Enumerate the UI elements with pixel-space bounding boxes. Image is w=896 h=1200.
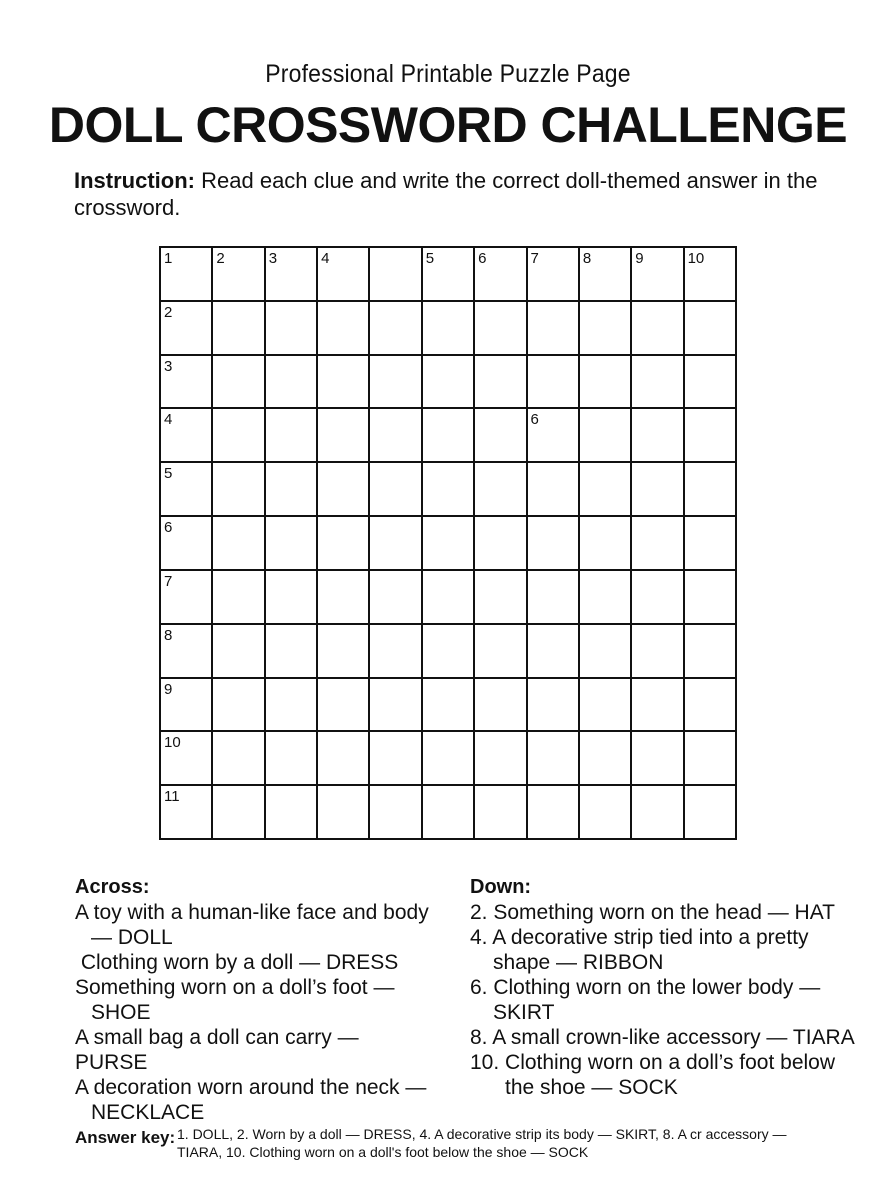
grid-row xyxy=(160,462,736,516)
grid-cell[interactable] xyxy=(422,678,474,732)
grid-cell[interactable] xyxy=(212,355,264,409)
grid-cell[interactable] xyxy=(422,516,474,570)
grid-cell[interactable] xyxy=(317,624,369,678)
clue-text: A toy with a human-like face and body xyxy=(75,901,429,924)
grid-cell[interactable] xyxy=(369,570,421,624)
grid-cell[interactable] xyxy=(474,247,526,301)
grid-cell[interactable] xyxy=(317,516,369,570)
grid-cell[interactable] xyxy=(579,785,631,839)
grid-cell[interactable] xyxy=(684,247,736,301)
grid-cell[interactable] xyxy=(631,462,683,516)
grid-cell[interactable] xyxy=(422,301,474,355)
grid-row xyxy=(160,301,736,355)
clue-answer: — DOLL xyxy=(91,926,173,949)
grid-cell[interactable] xyxy=(631,731,683,785)
grid-cell[interactable] xyxy=(684,355,736,409)
grid-cell[interactable] xyxy=(317,570,369,624)
grid-cell[interactable] xyxy=(422,462,474,516)
grid-cell[interactable] xyxy=(160,247,212,301)
grid-cell[interactable] xyxy=(369,247,421,301)
grid-cell[interactable] xyxy=(369,462,421,516)
grid-cell[interactable] xyxy=(684,785,736,839)
across-clue xyxy=(75,950,435,975)
grid-cell[interactable] xyxy=(265,516,317,570)
grid-cell[interactable] xyxy=(631,516,683,570)
grid-cell[interactable] xyxy=(527,624,579,678)
answer-key-text: 1. DOLL, 2. Worn by a doll — DRESS, 4. A decorative strip its body — SKIRT, 8. A cr accessory — TIARA, 10. Clothing worn on a doll's foot below the shoe — SOCK xyxy=(177,1126,787,1160)
grid-cell[interactable] xyxy=(422,408,474,462)
cell-number: 9 xyxy=(635,250,644,267)
clue-text: Clothing worn by a doll — DRESS xyxy=(75,951,399,974)
grid-cell[interactable] xyxy=(684,516,736,570)
grid-row xyxy=(160,678,736,732)
cell-number: 5 xyxy=(164,465,173,483)
across-clue xyxy=(75,1075,435,1125)
across-heading: Across: xyxy=(75,876,150,898)
grid-row xyxy=(160,731,736,785)
cell-number: 2 xyxy=(164,303,173,321)
grid-cell[interactable] xyxy=(579,301,631,355)
clue-text: 6. Clothing worn on the lower body — xyxy=(470,976,821,999)
down-clue xyxy=(470,975,860,1025)
grid-cell[interactable] xyxy=(474,731,526,785)
grid-cell[interactable] xyxy=(422,624,474,678)
grid-cell[interactable] xyxy=(579,731,631,785)
clue-text: 10. Clothing worn on a doll’s foot below xyxy=(470,1051,836,1074)
grid-cell[interactable] xyxy=(527,408,579,462)
grid-cell[interactable] xyxy=(631,570,683,624)
grid-cell[interactable] xyxy=(422,731,474,785)
grid-cell[interactable] xyxy=(474,624,526,678)
grid-cell[interactable] xyxy=(527,301,579,355)
clue-text: A small bag a doll can carry — PURSE xyxy=(75,1026,359,1074)
grid-cell[interactable] xyxy=(212,462,264,516)
grid-cell[interactable] xyxy=(317,301,369,355)
grid-cell[interactable] xyxy=(684,678,736,732)
grid-cell[interactable] xyxy=(160,678,212,732)
cell-number: 8 xyxy=(582,250,592,267)
grid-cell[interactable] xyxy=(369,678,421,732)
grid-cell[interactable] xyxy=(474,462,526,516)
cell-number: 3 xyxy=(164,357,173,375)
down-clues xyxy=(470,875,860,1100)
grid-cell[interactable] xyxy=(474,678,526,732)
grid-cell[interactable] xyxy=(684,731,736,785)
across-clue xyxy=(75,975,435,1025)
grid-cell[interactable] xyxy=(369,355,421,409)
grid-cell[interactable] xyxy=(474,785,526,839)
grid-cell[interactable] xyxy=(474,355,526,409)
cell-number: 4 xyxy=(164,411,173,429)
down-heading: Down: xyxy=(470,876,532,898)
grid-cell[interactable] xyxy=(160,301,212,355)
grid-cell[interactable] xyxy=(422,355,474,409)
page-subtitle: Professional Printable Puzzle Page xyxy=(265,60,631,88)
grid-cell[interactable] xyxy=(212,678,264,732)
grid-cell[interactable] xyxy=(265,462,317,516)
grid-cell[interactable] xyxy=(422,785,474,839)
grid-cell[interactable] xyxy=(527,678,579,732)
grid-cell[interactable] xyxy=(317,247,369,301)
grid-cell[interactable] xyxy=(684,570,736,624)
answer-key-label: Answer key: xyxy=(75,1128,176,1147)
down-clue xyxy=(470,925,860,975)
grid-cell[interactable] xyxy=(212,247,264,301)
grid-row xyxy=(160,247,736,301)
grid-cell[interactable] xyxy=(579,624,631,678)
grid-row xyxy=(160,408,736,462)
grid-cell[interactable] xyxy=(369,731,421,785)
grid-cell[interactable] xyxy=(474,301,526,355)
grid-cell[interactable] xyxy=(369,624,421,678)
grid-row xyxy=(160,355,736,409)
grid-cell[interactable] xyxy=(579,247,631,301)
clue-answer: SHOE xyxy=(91,1001,151,1024)
grid-cell[interactable] xyxy=(684,301,736,355)
instruction-label: Instruction: xyxy=(74,168,195,193)
across-clue xyxy=(75,1025,435,1075)
grid-cell[interactable] xyxy=(579,570,631,624)
grid-cell[interactable] xyxy=(422,570,474,624)
grid-cell[interactable] xyxy=(579,355,631,409)
grid-cell[interactable] xyxy=(631,247,683,301)
grid-cell[interactable] xyxy=(265,678,317,732)
grid-cell[interactable] xyxy=(160,570,212,624)
grid-cell[interactable] xyxy=(212,624,264,678)
cell-number: 1 xyxy=(164,250,173,267)
grid-cell[interactable] xyxy=(160,408,212,462)
grid-cell[interactable] xyxy=(317,785,369,839)
grid-row xyxy=(160,570,736,624)
grid-cell[interactable] xyxy=(631,408,683,462)
grid-cell[interactable] xyxy=(631,785,683,839)
cell-number: 3 xyxy=(268,250,278,267)
clue-text: Something worn on a doll’s foot — xyxy=(75,976,395,999)
grid-cell[interactable] xyxy=(369,785,421,839)
down-clue xyxy=(470,1050,860,1100)
grid-cell[interactable] xyxy=(579,462,631,516)
across-clue xyxy=(75,900,435,950)
cell-number: 4 xyxy=(321,250,330,267)
grid-cell[interactable] xyxy=(579,408,631,462)
grid-cell[interactable] xyxy=(684,462,736,516)
grid-cell[interactable] xyxy=(317,731,369,785)
grid-cell[interactable] xyxy=(527,516,579,570)
clue-text: 4. A decorative strip tied into a pretty xyxy=(470,926,809,949)
grid-cell[interactable] xyxy=(265,355,317,409)
grid-cell[interactable] xyxy=(212,516,264,570)
cell-number: 11 xyxy=(164,788,180,806)
grid-cell[interactable] xyxy=(160,624,212,678)
grid-cell[interactable] xyxy=(265,731,317,785)
grid-cell[interactable] xyxy=(317,408,369,462)
grid-cell[interactable] xyxy=(265,570,317,624)
grid-cell[interactable] xyxy=(631,355,683,409)
cell-number: 9 xyxy=(164,680,173,698)
grid-cell[interactable] xyxy=(579,516,631,570)
cell-number: 7 xyxy=(164,572,173,590)
grid-cell[interactable] xyxy=(631,624,683,678)
grid-row xyxy=(160,624,736,678)
grid-cell[interactable] xyxy=(265,624,317,678)
clue-text: 8. A small crown-like accessory — TIARA xyxy=(470,1026,855,1049)
grid-cell[interactable] xyxy=(160,731,212,785)
instruction-text: Read each clue and write the correct doll-themed answer in the crossword. xyxy=(74,168,818,220)
grid-cell[interactable] xyxy=(369,516,421,570)
grid-cell[interactable] xyxy=(684,624,736,678)
grid-cell[interactable] xyxy=(317,462,369,516)
grid-cell[interactable] xyxy=(631,678,683,732)
grid-cell[interactable] xyxy=(265,785,317,839)
cell-number: 8 xyxy=(164,626,173,644)
cell-number: 5 xyxy=(425,250,435,267)
grid-cell[interactable] xyxy=(579,678,631,732)
grid-cell[interactable] xyxy=(369,408,421,462)
clue-text: A decoration worn around the neck — xyxy=(75,1076,427,1099)
grid-row xyxy=(160,785,736,839)
grid-cell[interactable] xyxy=(474,516,526,570)
grid-cell[interactable] xyxy=(317,355,369,409)
grid-cell[interactable] xyxy=(212,301,264,355)
crossword-grid xyxy=(159,246,737,840)
grid-cell[interactable] xyxy=(527,355,579,409)
grid-cell[interactable] xyxy=(160,355,212,409)
clue-answer: shape — RIBBON xyxy=(493,951,664,974)
grid-cell[interactable] xyxy=(160,516,212,570)
grid-cell[interactable] xyxy=(265,301,317,355)
clue-answer: SKIRT xyxy=(493,1001,555,1024)
grid-cell[interactable] xyxy=(317,678,369,732)
instruction xyxy=(74,167,834,221)
grid-cell[interactable] xyxy=(160,785,212,839)
cell-number: 7 xyxy=(530,250,539,267)
clue-text: 2. Something worn on the head — HAT xyxy=(470,901,835,924)
grid-cell[interactable] xyxy=(212,731,264,785)
grid-row xyxy=(160,516,736,570)
grid-cell[interactable] xyxy=(527,731,579,785)
clue-answer: the shoe — SOCK xyxy=(505,1076,678,1099)
grid-cell[interactable] xyxy=(212,570,264,624)
grid-cell[interactable] xyxy=(265,408,317,462)
grid-cell[interactable] xyxy=(527,785,579,839)
grid-cell[interactable] xyxy=(631,301,683,355)
cell-number: 6 xyxy=(164,519,173,537)
down-clue xyxy=(470,1025,860,1050)
cell-number: 10 xyxy=(687,250,705,267)
grid-cell[interactable] xyxy=(422,247,474,301)
grid-cell[interactable] xyxy=(160,462,212,516)
grid-cell[interactable] xyxy=(527,462,579,516)
grid-cell[interactable] xyxy=(265,247,317,301)
grid-cell[interactable] xyxy=(212,408,264,462)
cell-number: 10 xyxy=(164,734,181,752)
grid-cell[interactable] xyxy=(474,570,526,624)
down-clue xyxy=(470,900,860,925)
grid-cell[interactable] xyxy=(369,301,421,355)
clue-answer: NECKLACE xyxy=(91,1101,205,1124)
across-clues xyxy=(75,875,435,1125)
page-title: DOLL CROSSWORD CHALLENGE xyxy=(48,97,848,153)
grid-cell[interactable] xyxy=(474,408,526,462)
cell-number: 6 xyxy=(530,411,539,429)
grid-cell[interactable] xyxy=(527,247,579,301)
cell-number: 6 xyxy=(478,250,487,267)
cell-number: 2 xyxy=(216,250,225,267)
grid-cell[interactable] xyxy=(212,785,264,839)
grid-cell[interactable] xyxy=(527,570,579,624)
grid-cell[interactable] xyxy=(684,408,736,462)
